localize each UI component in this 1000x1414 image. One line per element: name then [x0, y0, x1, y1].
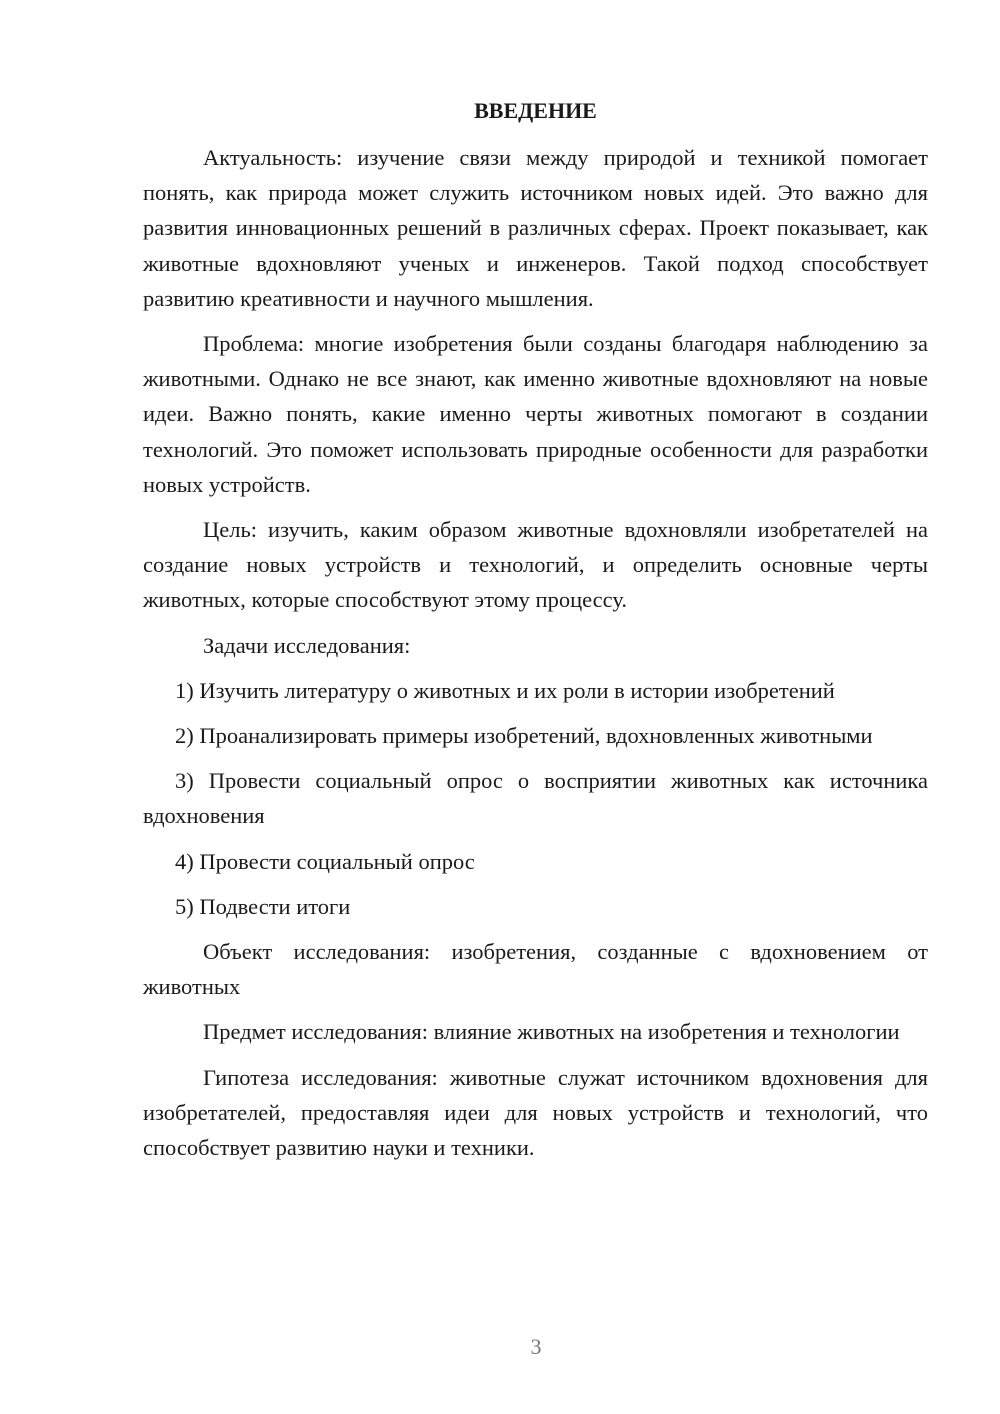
paragraph-hypothesis: Гипотеза исследования: животные служат источником вдохновения для изобретателей, предоставляя идеи для новых устройств и технологий, что способствует развитию науки и техники.: [143, 1064, 928, 1161]
list-item-task-4: 4) Провести социальный опрос: [175, 848, 475, 874]
page-title: ВВЕДЕНИЕ: [474, 98, 597, 123]
paragraph-relevance: Актуальность: изучение связи между природой и техникой помогает понять, как природа может служить источником новых идей. Это важно для развития инновационных решений в различных сферах. Проект показывает, как животные вдохновляют ученых и инженеров. Такой подход способствует развитию креативности и научного мышления.: [143, 145, 928, 311]
list-item-task-5: 5) Подвести итоги: [175, 893, 351, 919]
list-item-task-1: 1) Изучить литературу о животных и их роли в истории изобретений: [175, 677, 835, 703]
list-item-task-2: 2) Проанализировать примеры изобретений, вдохновленных животными: [175, 723, 873, 749]
paragraph-subject: Предмет исследования: влияние животных на изобретения и технологии: [203, 1019, 900, 1045]
paragraph-problem: Проблема: многие изобретения были созданы благодаря наблюдению за животными. Однако не все знают, как именно животные вдохновляют на новые идеи. Важно понять, какие именно черты животных помогают в создании технологий. Это поможет использовать природные особенности для разработки новых устройств.: [143, 331, 928, 497]
document-page: [143, 96, 928, 1175]
paragraph-object: Объект исследования: изобретения, созданные с вдохновением от животных: [143, 939, 928, 1000]
list-item-task-3: 3) Провести социальный опрос о восприятии животных как источника вдохновения: [143, 768, 928, 829]
paragraph-tasks-heading: Задачи исследования:: [203, 632, 411, 658]
paragraph-goal: Цель: изучить, каким образом животные вдохновляли изобретателей на создание новых устройств и технологий, и определить основные черты животных, которые способствуют этому процессу.: [143, 517, 928, 613]
page-number: 3: [530, 1334, 542, 1359]
